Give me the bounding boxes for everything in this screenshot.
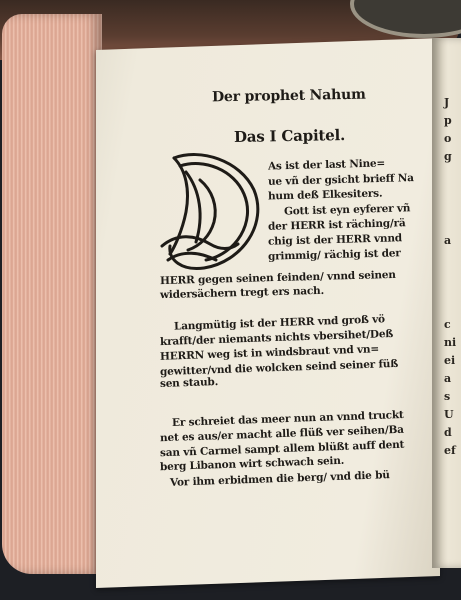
- text-line: chig ist der HERR vnnd: [267, 232, 403, 248]
- right-page-fragment: ni: [444, 336, 457, 349]
- text-line: ue vñ der gsicht brieff Na: [267, 172, 414, 188]
- text-line: hum deß Elkesiters.: [267, 187, 383, 203]
- running-head: Der prophet Nahum: [211, 86, 366, 106]
- text-line: As ist der last Nine=: [267, 157, 386, 173]
- right-page-fragment: d: [444, 426, 452, 439]
- right-page-fragment: s: [444, 390, 451, 403]
- text-line: Er schreiet das meer nun an vnnd truckt: [171, 408, 404, 430]
- text-line: san vñ Carmel sampt allem blüßt auff dent: [159, 438, 405, 460]
- right-page-fragment: ef: [444, 444, 456, 457]
- right-page-fragment: a: [444, 372, 452, 385]
- right-page-fragment: c: [444, 318, 451, 331]
- right-page-fragment: ei: [444, 354, 456, 367]
- text-line: Gott ist eyn eyferer vñ: [283, 202, 411, 218]
- text-line: sen staub.: [159, 375, 219, 391]
- text-line: HERRN weg ist in windsbraut vnd vn=: [159, 343, 380, 363]
- text-line: krafft/der niemants nichts vbersihet/Deß: [159, 327, 394, 349]
- right-page-fragment: o: [444, 132, 452, 145]
- text-line: gewitter/vnd die wolcken seind seiner füß: [159, 357, 399, 379]
- right-page-fragment: a: [444, 234, 452, 247]
- right-page-fragment: J: [444, 96, 450, 109]
- text-line: grimmig/ rächig ist der: [267, 247, 401, 263]
- text-line: der HERR ist räching/rä: [267, 217, 406, 233]
- chapter-heading: Das I Capitel.: [233, 126, 346, 146]
- decorated-initial-d: [160, 150, 264, 274]
- right-page-fragment: U: [444, 408, 454, 421]
- page-edges: [2, 14, 102, 574]
- text-line: Vor ihm erbidmen die berg/ vnd die bü: [169, 469, 390, 489]
- text-line: Langmütig ist der HERR vnd groß vö: [173, 313, 386, 333]
- right-page: [432, 38, 461, 568]
- right-page-fragment: p: [444, 114, 452, 127]
- right-page-fragment: g: [444, 150, 452, 163]
- text-line: net es aus/er macht alle flüß ver seihen/Ba: [159, 423, 404, 445]
- text-line: widersächern tregt ers nach.: [159, 284, 325, 302]
- text-line: HERR gegen seinen feinden/ vnnd seinen: [159, 268, 396, 288]
- text-line: berg Libanon wirt schwach sein.: [159, 454, 345, 474]
- left-page: [96, 38, 440, 588]
